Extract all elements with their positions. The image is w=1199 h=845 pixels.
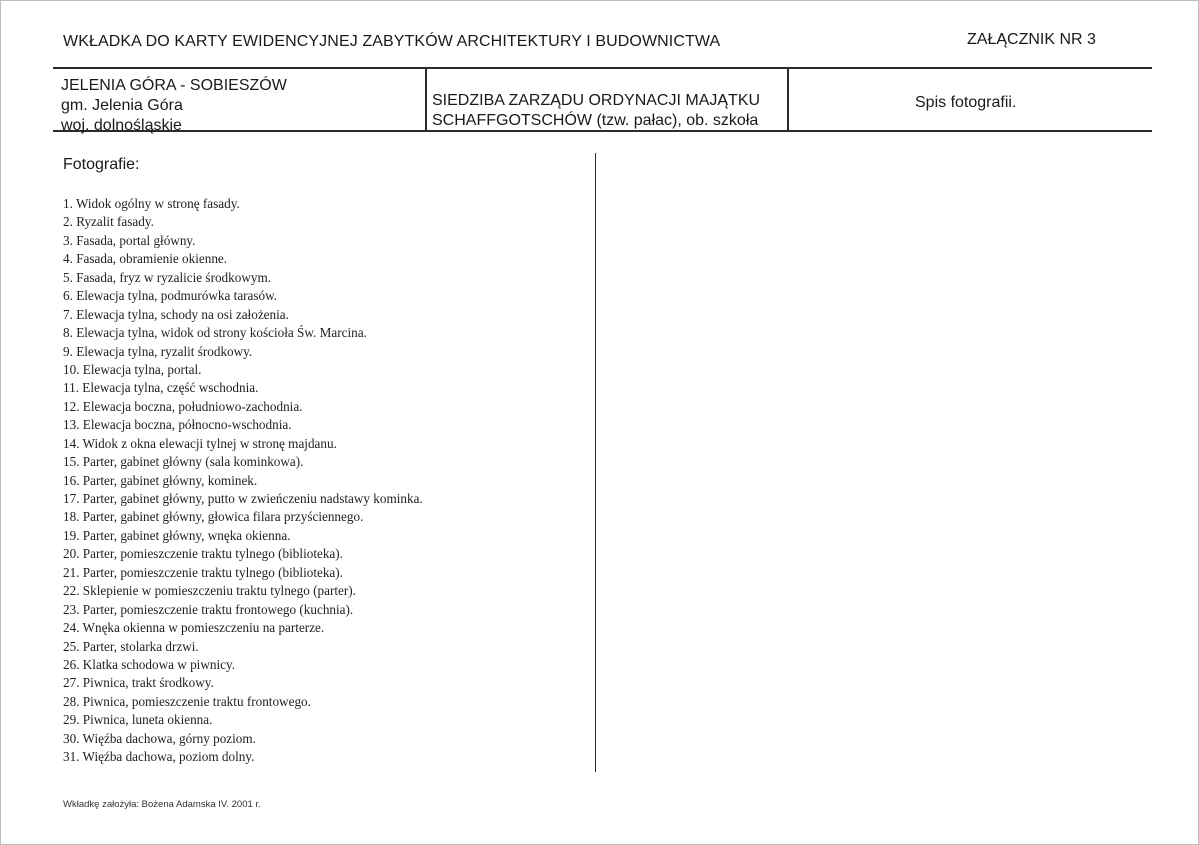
photo-list-item: 27. Piwnica, trakt środkowy. bbox=[63, 675, 214, 691]
location-place: JELENIA GÓRA - SOBIESZÓW bbox=[61, 77, 287, 94]
photo-list-item: 3. Fasada, portal główny. bbox=[63, 232, 196, 248]
photo-list-item: 12. Elewacja boczna, południowo-zachodnia. bbox=[63, 398, 303, 414]
photo-list-item: 17. Parter, gabinet główny, putto w zwieńczeniu nadstawy kominka. bbox=[63, 491, 423, 506]
author-note: Wkładkę założyła: Bożena Adamska IV. 2001 r. bbox=[63, 799, 261, 810]
photo-list-item: 16. Parter, gabinet główny, kominek. bbox=[63, 472, 258, 488]
location-block bbox=[61, 76, 287, 136]
annex-label: ZAŁĄCZNIK NR 3 bbox=[967, 31, 1096, 48]
photo-list-item: 15. Parter, gabinet główny (sala kominkowa). bbox=[63, 454, 304, 470]
photo-list-item: 4. Fasada, obramienie okienne. bbox=[63, 251, 228, 267]
photo-list-item: 9. Elewacja tylna, ryzalit środkowy. bbox=[63, 343, 253, 359]
photo-list-item: 29. Piwnica, luneta okienna. bbox=[63, 712, 213, 728]
photo-list-item: 14. Widok z okna elewacji tylnej w stronę majdanu. bbox=[63, 435, 337, 451]
photo-list-item: 18. Parter, gabinet główny, głowica filara przyściennego. bbox=[63, 509, 364, 525]
photo-list-item: 21. Parter, pomieszczenie traktu tylnego (biblioteka). bbox=[63, 564, 343, 580]
photo-list-item: 19. Parter, gabinet główny, wnęka okienna. bbox=[63, 527, 291, 543]
location-voivodeship: woj. dolnośląskie bbox=[61, 117, 182, 134]
document-type: Spis fotografii. bbox=[915, 94, 1017, 111]
photo-list-item: 11. Elewacja tylna, część wschodnia. bbox=[63, 380, 259, 396]
document-title: WKŁADKA DO KARTY EWIDENCYJNEJ ZABYTKÓW ARCHITEKTURY I BUDOWNICTWA bbox=[63, 33, 721, 50]
header-divider-1 bbox=[425, 69, 427, 132]
photo-list-item: 25. Parter, stolarka drzwi. bbox=[63, 638, 199, 654]
photo-list-item: 22. Sklepienie w pomieszczeniu traktu tylnego (parter). bbox=[63, 583, 356, 599]
location-commune: gm. Jelenia Góra bbox=[61, 97, 183, 114]
header-top-rule bbox=[53, 67, 1152, 69]
photo-list-item: 10. Elewacja tylna, portal. bbox=[63, 361, 202, 377]
photo-list-item: 8. Elewacja tylna, widok od strony kościoła Św. Marcina. bbox=[63, 325, 367, 341]
photo-list-item: 23. Parter, pomieszczenie traktu frontowego (kuchnia). bbox=[63, 601, 354, 617]
photo-list-item: 30. Więźba dachowa, górny poziom. bbox=[63, 730, 256, 746]
column-divider bbox=[595, 153, 596, 772]
photo-list-item: 2. Ryzalit fasady. bbox=[63, 214, 154, 230]
photo-list bbox=[63, 195, 423, 767]
photo-list-item: 28. Piwnica, pomieszczenie traktu frontowego. bbox=[63, 693, 311, 709]
photo-list-item: 20. Parter, pomieszczenie traktu tylnego (biblioteka). bbox=[63, 546, 343, 562]
object-name-line-2: SCHAFFGOTSCHÓW (tzw. pałac), ob. szkoła bbox=[432, 112, 759, 129]
photos-heading: Fotografie: bbox=[63, 156, 140, 173]
photo-list-item: 24. Wnęka okienna w pomieszczeniu na parterze. bbox=[63, 620, 325, 636]
photo-list-item: 7. Elewacja tylna, schody na osi założenia. bbox=[63, 306, 289, 322]
photo-list-item: 31. Więźba dachowa, poziom dolny. bbox=[63, 749, 255, 765]
object-name-line-1: SIEDZIBA ZARZĄDU ORDYNACJI MAJĄTKU bbox=[432, 92, 761, 109]
object-name-block bbox=[432, 91, 760, 131]
photo-list-item: 6. Elewacja tylna, podmurówka tarasów. bbox=[63, 288, 278, 304]
header-divider-2 bbox=[787, 69, 789, 132]
photo-list-item: 26. Klatka schodowa w piwnicy. bbox=[63, 656, 236, 672]
photo-list-item: 5. Fasada, fryz w ryzalicie środkowym. bbox=[63, 269, 272, 285]
photo-list-item: 13. Elewacja boczna, północno-wschodnia. bbox=[63, 417, 292, 433]
photo-list-item: 1. Widok ogólny w stronę fasady. bbox=[63, 196, 240, 211]
